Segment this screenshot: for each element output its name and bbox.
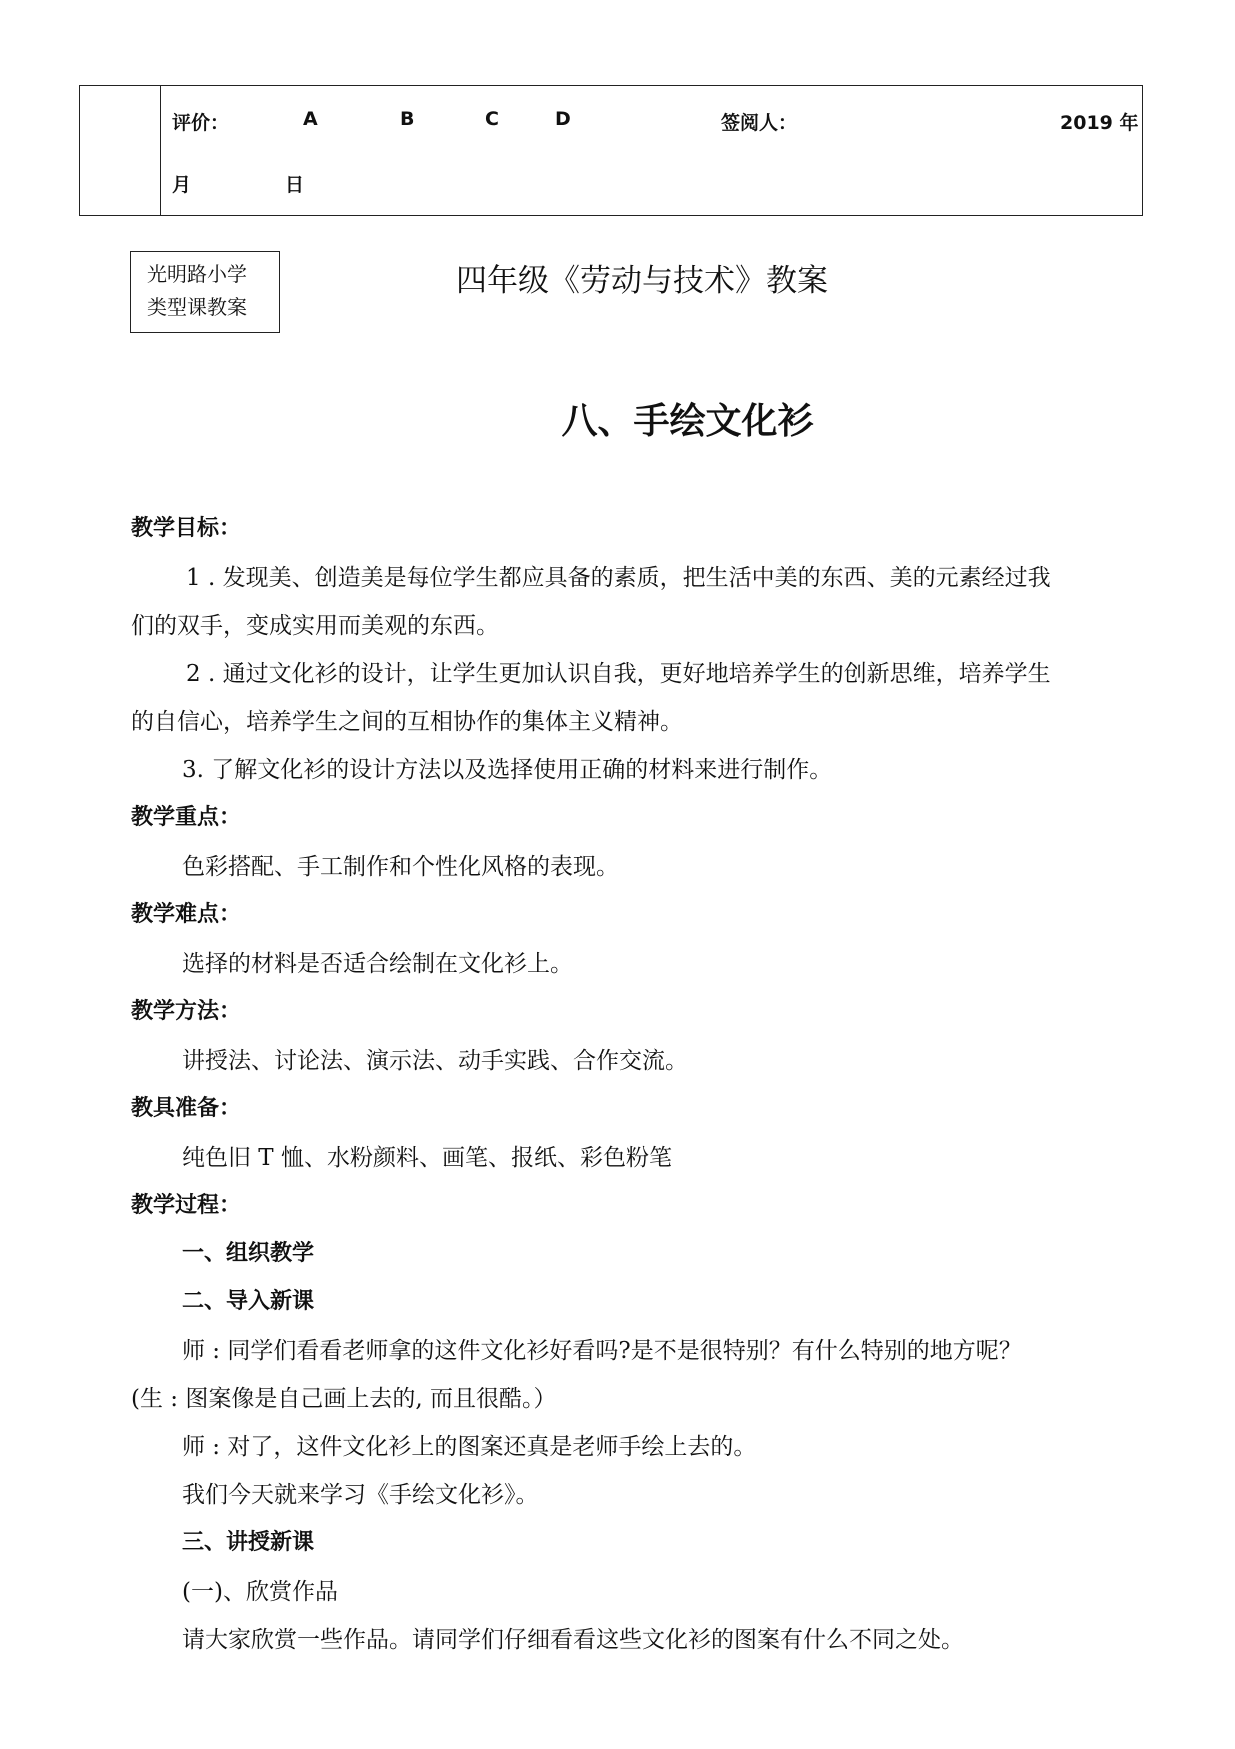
objective-1a: 1 . 发现美、创造美是每位学生都应具备的素质，把生活中美的东西、美的元素经过我 <box>186 565 1051 591</box>
step-1-heading: 一、组织教学 <box>182 1241 315 1266</box>
difficulties-text: 选择的材料是否适合绘制在文化衫上。 <box>182 951 573 977</box>
eval-label: 评价： <box>172 112 230 134</box>
dialogue-teacher-1: 师 : 同学们看看老师拿的这件文化衫好看吗?是不是很特别？有什么特别的地方呢？ <box>182 1338 1022 1364</box>
grade-c: C <box>485 108 499 130</box>
objective-3: 3. 了解文化衫的设计方法以及选择使用正确的材料来进行制作。 <box>182 757 833 783</box>
grade-b: B <box>400 108 415 130</box>
heading-difficulties: 教学难点： <box>131 902 242 927</box>
heading-objectives: 教学目标： <box>131 516 242 541</box>
school-box <box>130 251 280 333</box>
methods-text: 讲授法、讨论法、演示法、动手实践、合作交流。 <box>182 1048 688 1074</box>
subsection-heading: (一)、欣赏作品 <box>182 1579 338 1605</box>
dialogue-student: (生 : 图案像是自己画上去的, 而且很酷。） <box>131 1386 557 1412</box>
heading-key-points: 教学重点： <box>131 805 242 830</box>
objective-1b: 们的双手，变成实用而美观的东西。 <box>131 613 499 639</box>
key-points-text: 色彩搭配、手工制作和个性化风格的表现。 <box>182 854 619 880</box>
heading-process: 教学过程： <box>131 1193 242 1218</box>
appreciation-text: 请大家欣赏一些作品。请同学们仔细看看这些文化衫的图案有什么不同之处。 <box>182 1627 964 1653</box>
step-3-heading: 三、讲授新课 <box>182 1530 315 1555</box>
lesson-title: 八、手绘文化衫 <box>561 401 814 442</box>
year-label: 2019 年 <box>1060 112 1139 134</box>
grade-a: A <box>303 108 318 130</box>
materials-text: 纯色旧 T 恤、水粉颜料、画笔、报纸、彩色粉笔 <box>182 1145 672 1171</box>
evaluation-table <box>79 85 1143 216</box>
school-name: 光明路小学 <box>147 262 247 286</box>
document-title: 四年级《劳动与技术》教案 <box>456 263 828 299</box>
month-label: 月 <box>172 174 192 196</box>
reviewer-label: 签阅人： <box>721 112 798 134</box>
intro-line: 我们今天就来学习《手绘文化衫》。 <box>182 1482 539 1508</box>
lesson-type: 类型课教案 <box>147 295 247 319</box>
table-divider <box>160 86 161 215</box>
heading-methods: 教学方法： <box>131 999 242 1024</box>
day-label: 日 <box>285 174 305 196</box>
dialogue-teacher-2: 师 : 对了，这件文化衫上的图案还真是老师手绘上去的。 <box>182 1434 757 1460</box>
heading-materials: 教具准备： <box>131 1096 242 1121</box>
step-2-heading: 二、导入新课 <box>182 1289 315 1314</box>
grade-d: D <box>555 108 571 130</box>
objective-2b: 的自信心，培养学生之间的互相协作的集体主义精神。 <box>131 709 683 735</box>
objective-2a: 2 . 通过文化衫的设计，让学生更加认识自我，更好地培养学生的创新思维，培养学生 <box>186 661 1051 687</box>
